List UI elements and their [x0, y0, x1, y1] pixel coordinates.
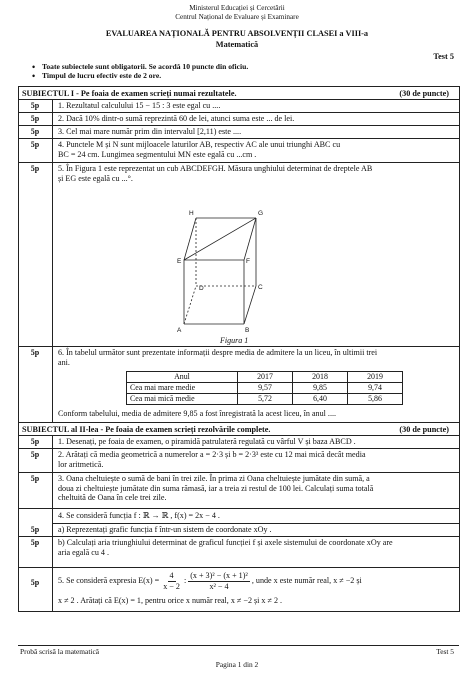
- instructions-list: [32, 63, 248, 81]
- instruction-item: • Toate subiectele sunt obligatorii. Se acordă 10 puncte din oficiu.: [32, 63, 248, 72]
- table-header-row: [127, 372, 403, 383]
- item-line: 5. În Figura 1 este reprezentat un cub ABCDEFGH. Măsura unghiului determinat de dreptele AB: [58, 164, 373, 173]
- s2-item-3: [58, 474, 452, 503]
- table-cell: 6,40: [293, 394, 348, 405]
- vertex-label-H: H: [189, 210, 194, 217]
- s2-item-4b: [58, 538, 452, 557]
- exam-title: EVALUAREA NAȚIONALĂ PENTRU ABSOLVENȚII CLASEI a VIII-a: [105, 29, 369, 38]
- item-points: 5p: [30, 127, 40, 136]
- row-divider: [52, 523, 459, 524]
- s1-item-6: [58, 348, 452, 367]
- s2-item-1: 1. Desenați, pe foaia de examen, o piramidă patrulateră regulată cu vârful V și baza ABCD .: [58, 437, 356, 446]
- vertex-label-D: D: [199, 285, 204, 292]
- item-line: aria egală cu 4 .: [58, 547, 110, 557]
- test-number: Test 5: [433, 52, 454, 61]
- cube-edge-BC: [244, 286, 256, 324]
- table-row: [127, 383, 403, 394]
- admission-table: [126, 371, 403, 405]
- division-sign: :: [183, 576, 187, 586]
- exam-subject: Matematică: [215, 40, 259, 49]
- vertex-label-A: A: [177, 327, 182, 334]
- item-line: doua zi cheltuiește jumătate din suma rămasă, iar a treia zi restul de 100 lei. Calculați suma totală: [58, 483, 374, 493]
- section2-points: (30 de puncte): [399, 425, 449, 434]
- item-points: 5p: [30, 525, 40, 534]
- expression-line: [58, 569, 452, 593]
- table-cell: 9,57: [238, 383, 293, 394]
- s1-item-3: 3. Cel mai mare număr prim din intervalul [2,11) este ....: [58, 127, 242, 136]
- footer-divider: [18, 645, 459, 646]
- row-divider: [18, 346, 459, 347]
- footer-right: Test 5: [436, 647, 454, 656]
- expression-prefix: 5. Se consideră expresia E(x) =: [58, 576, 160, 586]
- item-line: b) Calculați aria triunghiului determinat de graficul funcției f și axele sistemului de coordonate xOy are: [58, 538, 393, 547]
- item-line: 4. Punctele M și N sunt mijloacele laturilor AB, respectiv AC ale unui triunghi ABC cu: [58, 140, 341, 149]
- item-points: 5p: [30, 450, 40, 459]
- expression-suffix: , unde x este număr real, x ≠ −2 și: [251, 576, 362, 586]
- item-points: 5p: [30, 114, 40, 123]
- item-line: lor aritmetică.: [58, 459, 104, 469]
- s1-item-2: 2. Dacă 10% dintr-o sumă reprezintă 60 de lei, atunci suma este ... de lei.: [58, 114, 295, 123]
- row-divider: [18, 536, 459, 537]
- table-header: 2019: [348, 372, 403, 383]
- table-cell: 5,72: [238, 394, 293, 405]
- vertex-label-G: G: [258, 210, 264, 217]
- item-points: 5p: [30, 474, 40, 483]
- fraction-denominator: x² − 4: [209, 581, 229, 591]
- item-points: 5p: [30, 437, 40, 446]
- section1-title: SUBIECTUL I - Pe foaia de examen scrieți numai rezultatele.: [22, 89, 237, 98]
- fraction: [161, 571, 182, 591]
- center-header: Centrul Național de Evaluare și Examinare: [175, 13, 299, 21]
- table-cell: Cea mai mică medie: [127, 394, 238, 405]
- fraction-numerator: 4: [169, 570, 174, 580]
- table-cell: 9,85: [293, 383, 348, 394]
- ministry-header: Ministerul Educației și Cercetării: [189, 4, 285, 12]
- vertex-label-E: E: [177, 258, 182, 265]
- item-line: cheltuită de Oana în cele trei zile.: [58, 493, 167, 503]
- s1-item-5: [58, 164, 452, 183]
- item-line: 3. Oana cheltuiește o sumă de bani în trei zile. În prima zi Oana cheltuiește jumătate din sumă, a: [58, 474, 370, 483]
- section1-heading: [18, 86, 460, 100]
- cube-figure: [176, 188, 296, 346]
- vertex-label-F: F: [246, 258, 250, 265]
- row-divider: [18, 112, 459, 113]
- section2-title: SUBIECTUL al II-lea - Pe foaia de examen scrieți rezolvările complete.: [22, 425, 271, 434]
- diagonal-EG: [184, 218, 256, 260]
- row-divider: [18, 508, 459, 509]
- vertex-label-B: B: [245, 327, 250, 334]
- fraction-numerator: (x + 3)² − (x + 1)²: [190, 570, 248, 580]
- row-divider: [18, 567, 459, 568]
- item-line: ani.: [58, 357, 70, 367]
- s1-item-6-conclusion: Conform tabelului, media de admitere 9,85 a fost înregistrată la acest liceu, în anul ....: [58, 409, 337, 418]
- item-points: 5p: [30, 101, 40, 110]
- table-cell: 5,86: [348, 394, 403, 405]
- hidden-edge-AD: [184, 286, 196, 324]
- s2-item-2: [58, 450, 452, 469]
- s2-item-5: [58, 569, 452, 609]
- instruction-item: • Timpul de lucru efectiv este de 2 ore.: [32, 72, 248, 81]
- row-divider: [18, 125, 459, 126]
- table-cell: 9,74: [348, 383, 403, 394]
- item-line: și EG este egală cu ...°.: [58, 173, 133, 183]
- section1-points: (30 de puncte): [399, 89, 449, 98]
- row-divider: [18, 448, 459, 449]
- s2-item-4: 4. Se consideră funcția f : ℝ → ℝ , f(x) = 2x − 4 .: [58, 511, 220, 520]
- item-line: x ≠ 2 . Arătați că E(x) = 1, pentru orice x număr real, x ≠ −2 și x ≠ 2 .: [58, 596, 283, 605]
- page-number: Pagina 1 din 2: [215, 660, 259, 669]
- table-header: Anul: [127, 372, 238, 383]
- s2-item-4a: a) Reprezentați grafic funcția f într-un sistem de coordonate xOy .: [58, 525, 272, 534]
- table-cell: Cea mai mare medie: [127, 383, 238, 394]
- table-header: 2018: [293, 372, 348, 383]
- table-header: 2017: [238, 372, 293, 383]
- vertex-label-C: C: [258, 284, 263, 291]
- item-line: 2. Arătați că media geometrică a numerelor a = 2·3 și b = 2·3³ este cu 12 mai mică decât media: [58, 450, 366, 459]
- fraction-denominator: x − 2: [163, 581, 180, 591]
- item-points: 5p: [30, 164, 40, 173]
- row-divider: [18, 138, 459, 139]
- section2-heading: [18, 422, 460, 436]
- s1-item-4: [58, 140, 452, 159]
- item-points: 5p: [30, 348, 40, 357]
- fraction: [188, 571, 250, 591]
- figure-caption: Figura 1: [220, 336, 249, 345]
- table-row: [127, 394, 403, 405]
- item-line: 6. În tabelul următor sunt prezentate informații despre media de admitere la un liceu, în ultimii trei: [58, 348, 378, 357]
- item-line: BC = 24 cm. Lungimea segmentului MN este egală cu ...cm .: [58, 149, 257, 159]
- row-divider: [18, 472, 459, 473]
- item-points: 5p: [30, 538, 40, 547]
- s1-item-1: 1. Rezultatul calculului 15 − 15 : 3 este egal cu ....: [58, 101, 221, 110]
- row-divider: [18, 162, 459, 163]
- points-column-divider: [52, 99, 53, 422]
- footer-left: Probă scrisă la matematică: [20, 647, 100, 656]
- item-points: 5p: [30, 578, 40, 587]
- item-points: 5p: [30, 140, 40, 149]
